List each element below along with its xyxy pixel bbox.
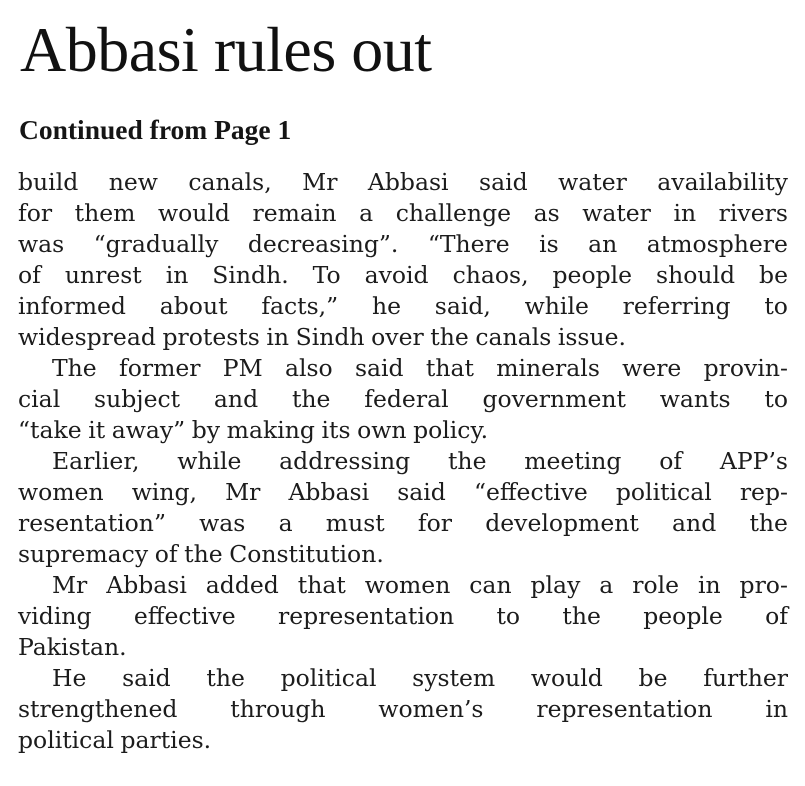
body-line: supremacy of the Constitution. (18, 539, 384, 568)
body-line: “take it away” by making its own policy. (18, 415, 489, 444)
body-line: He said the political system would be further (52, 663, 788, 692)
headline: Abbasi rules out (20, 14, 432, 85)
body-line: The former PM also said that minerals were provin- (52, 353, 788, 382)
body-line: informed about facts,” he said, while referring to (18, 291, 788, 320)
news-article (18, 0, 788, 756)
body-line: viding effective representation to the people of (18, 601, 788, 630)
body-line: for them would remain a challenge as water in rivers (18, 198, 788, 227)
body-line: Earlier, while addressing the meeting of APP’s (52, 446, 788, 475)
body-line: widespread protests in Sindh over the canals issue. (18, 322, 627, 351)
body-line: political parties. (18, 725, 212, 754)
body-line: strengthened through women’s representation in (18, 694, 788, 723)
body-line: women wing, Mr Abbasi said “effective political rep- (18, 477, 788, 506)
body-line: of unrest in Sindh. To avoid chaos, people should be (18, 260, 788, 289)
body-line: resentation” was a must for development and the (18, 508, 788, 537)
body-line: build new canals, Mr Abbasi said water availability (18, 167, 788, 196)
continued-from-label: Continued from Page 1 (19, 114, 292, 145)
body-line: Mr Abbasi added that women can play a role in pro- (52, 570, 788, 599)
body-line: cial subject and the federal government wants to (18, 384, 788, 413)
body-line: was “gradually decreasing”. “There is an atmosphere (18, 229, 788, 258)
body-line: Pakistan. (18, 632, 127, 661)
article-body (18, 167, 788, 756)
